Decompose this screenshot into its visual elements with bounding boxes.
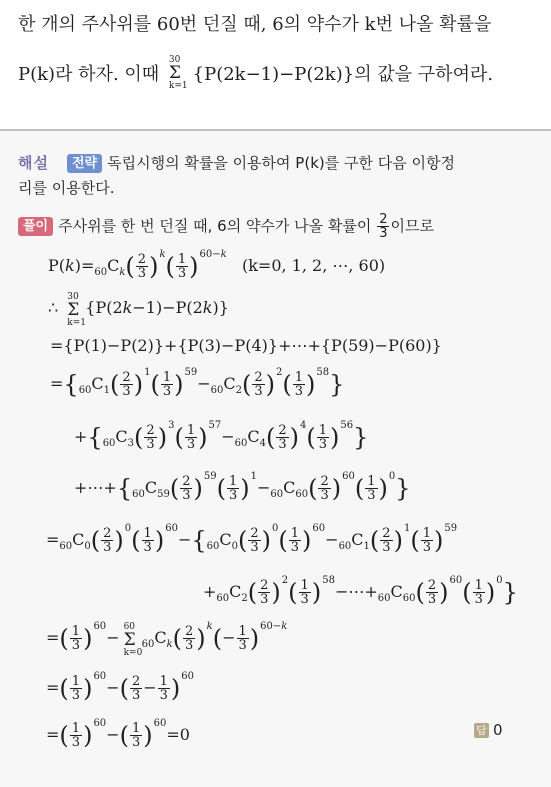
formula-simplify: =( $\frac{1}{3}$ )$^{60}$−( $\frac{2}{3}$ − $\frac{1}{3}$ )$^{60}$ (46, 671, 195, 703)
answer-badge: 답 (474, 723, 489, 738)
pk-range: (k=0, 1, 2, ⋯, 60) (241, 256, 386, 275)
solution-intro (18, 213, 434, 240)
strategy-line-2: 리를 이용한다. (18, 179, 115, 197)
formula-binom-1: $=\{_{60}C_1$( $\frac{2}{3}$ )$^1$( $\frac{1}{3}$ )$^{59}-_{60}C_2$( $\frac{2}{3}$ )$^2$( $\frac{1}{3}$ )$^{58}$} (50, 367, 345, 399)
sigma-lower: k=1 (168, 81, 188, 91)
problem-line-2-start: P(k)라 하자. 이때 (18, 64, 160, 85)
answer-value: 0 (493, 721, 503, 739)
sigma-upper: 30 (168, 55, 181, 65)
frac-num: 2 (379, 212, 388, 227)
solution-label: 해설 (18, 154, 49, 172)
therefore-symbol: ∴ (48, 298, 59, 317)
solution-intro-text: 주사위를 한 번 던질 때, 6의 약수가 나올 확률이 (58, 217, 372, 235)
problem-line-2 (18, 55, 494, 91)
problem-line-2-end: {P(2k−1)−P(2k)}의 값을 구하여라. (192, 64, 494, 85)
frac-den: 3 (379, 226, 388, 241)
final-result: =0 (166, 725, 190, 744)
probability-fraction (377, 213, 389, 240)
sigma-symbol: 30 Σ k=1 (168, 55, 188, 91)
strategy-text-1: 독립시행의 확률을 이용하여 P(k)를 구한 다음 이항정 (107, 154, 455, 172)
formula-sum: ∴ 30 Σ k=1 {P(2k−1)−P(2k)} (48, 292, 229, 328)
formula-binom-sum: =( $\frac{1}{3}$ )$^{60}$− 60 Σ k=0 $_{60}C_k$( $\frac{2}{3}$ )$^k$(− $\frac{1}{3}$ )$^{60-k}$ (46, 621, 288, 658)
formula-binom-2: $+\{_{60}C_3$( $\frac{2}{3}$ )$^3$( $\frac{1}{3}$ )$^{57}-_{60}C_4$( $\frac{2}{3}$ )$^4$( $\frac{1}{3}$ )$^{56}$} (74, 420, 369, 452)
strategy-line-1 (18, 152, 455, 173)
answer (474, 721, 503, 739)
strategy-badge: 전략 (67, 154, 102, 173)
formula-pk: $P(k)=_{60}C_k$( $\frac{2}{3}$ )$^k$( $\frac{1}{3}$ )$^{60-k}$ (k=0, 1, 2, ⋯, 60) (48, 249, 386, 281)
formula-expand: ={P(1)−P(2)}+{P(3)−P(4)}+⋯+{P(59)−P(60)} (50, 336, 442, 355)
formula-binom-4: $=_{60}C_0$( $\frac{2}{3}$ )$^0$( $\frac{1}{3}$ )$^{60}-\{_{60}C_0$( $\frac{2}{3}$ )$^0$( $\frac{1}{3}$ )$^{60}-_{60}C_1$( $\frac{2}{3}$ )$^1$( $\frac{1}{3}$ )$^{59}$ (46, 523, 458, 555)
formula-binom-5: $+_{60}C_2$( $\frac{2}{3}$ )$^2$( $\frac{1}{3}$ )$^{58}-\cdots+_{60}C_{60}$( $\frac{2}{3}$ )$^{60}$( $\frac{1}{3}$ )$^0$} (203, 575, 518, 607)
formula-binom-3: $+\cdots+\{_{60}C_{59}$( $\frac{2}{3}$ )$^{59}$( $\frac{1}{3}$ )$^1-_{60}C_{60}$( $\frac{2}{3}$ )$^{60}$( $\frac{1}{3}$ )$^0$} (74, 471, 411, 503)
problem-line-1: 한 개의 주사위를 60번 던질 때, 6의 약수가 k번 나올 확률을 (18, 14, 492, 35)
solution-section (0, 131, 551, 787)
solution-intro-end: 이므로 (390, 217, 434, 235)
solution-badge: 풀이 (18, 217, 53, 236)
formula-final: =( $\frac{1}{3}$ )$^{60}$−( $\frac{1}{3}$ )$^{60}$=0 (46, 718, 190, 750)
